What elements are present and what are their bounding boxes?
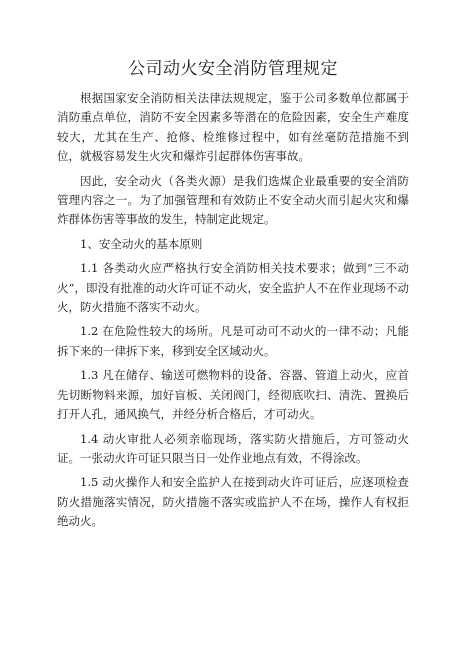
- section-heading-basic-principles: 1、安全动火的基本原则: [80, 236, 203, 251]
- clause-1-2: 1.2 在危险性较大的场所。凡是可动可不动火的一律不动；凡能拆下来的一律拆下来，移到安全区域动火。: [57, 324, 409, 358]
- paragraph-intro: 根据国家安全消防相关法律法规规定，鉴于公司多数单位都属于消防重点单位，消防不安全因素多等潜在的危险因素，安全生产难度较大，尤其在生产、抢修、检维修过程中，如有丝毫防范措施不到位，就极容易发生火灾和爆炸引起群体伤害事故。: [57, 91, 409, 164]
- document-body: [57, 58, 409, 537]
- clause-1-5: 1.5 动火操作人和安全监护人在接到动火许可证后，应逐项检查防火措施落实情况，防火措施不落实或监护人不在场，操作人有权拒绝动火。: [57, 475, 409, 529]
- clause-1-3: 1.3 凡在储存、输送可燃物料的设备、容器、管道上动火，应首先切断物料来源，加好盲板、关闭阀门，经彻底吹扫、清洗、置换后打开人孔，通风换气，并经分析合格后，才可动火。: [57, 368, 409, 422]
- paragraph-purpose: 因此，安全动火（各类火源）是我们选煤企业最重要的安全消防管理内容之一。为了加强管理和有效防止不安全动火而引起火灾和爆炸群体伤害等事故的发生，特制定此规定。: [57, 173, 409, 227]
- document-title: 公司动火安全消防管理规定: [128, 59, 338, 79]
- clause-1-4: 1.4 动火审批人必须亲临现场，落实防火措施后，方可签动火证。一张动火许可证只限当日一处作业地点有效，不得涂改。: [57, 431, 409, 465]
- clause-1-1: 1.1 各类动火应严格执行安全消防相关技术要求；做到“三不动火”，即没有批准的动火许可证不动火，安全监护人不在作业现场不动火，防火措施不落实不动火。: [57, 261, 409, 315]
